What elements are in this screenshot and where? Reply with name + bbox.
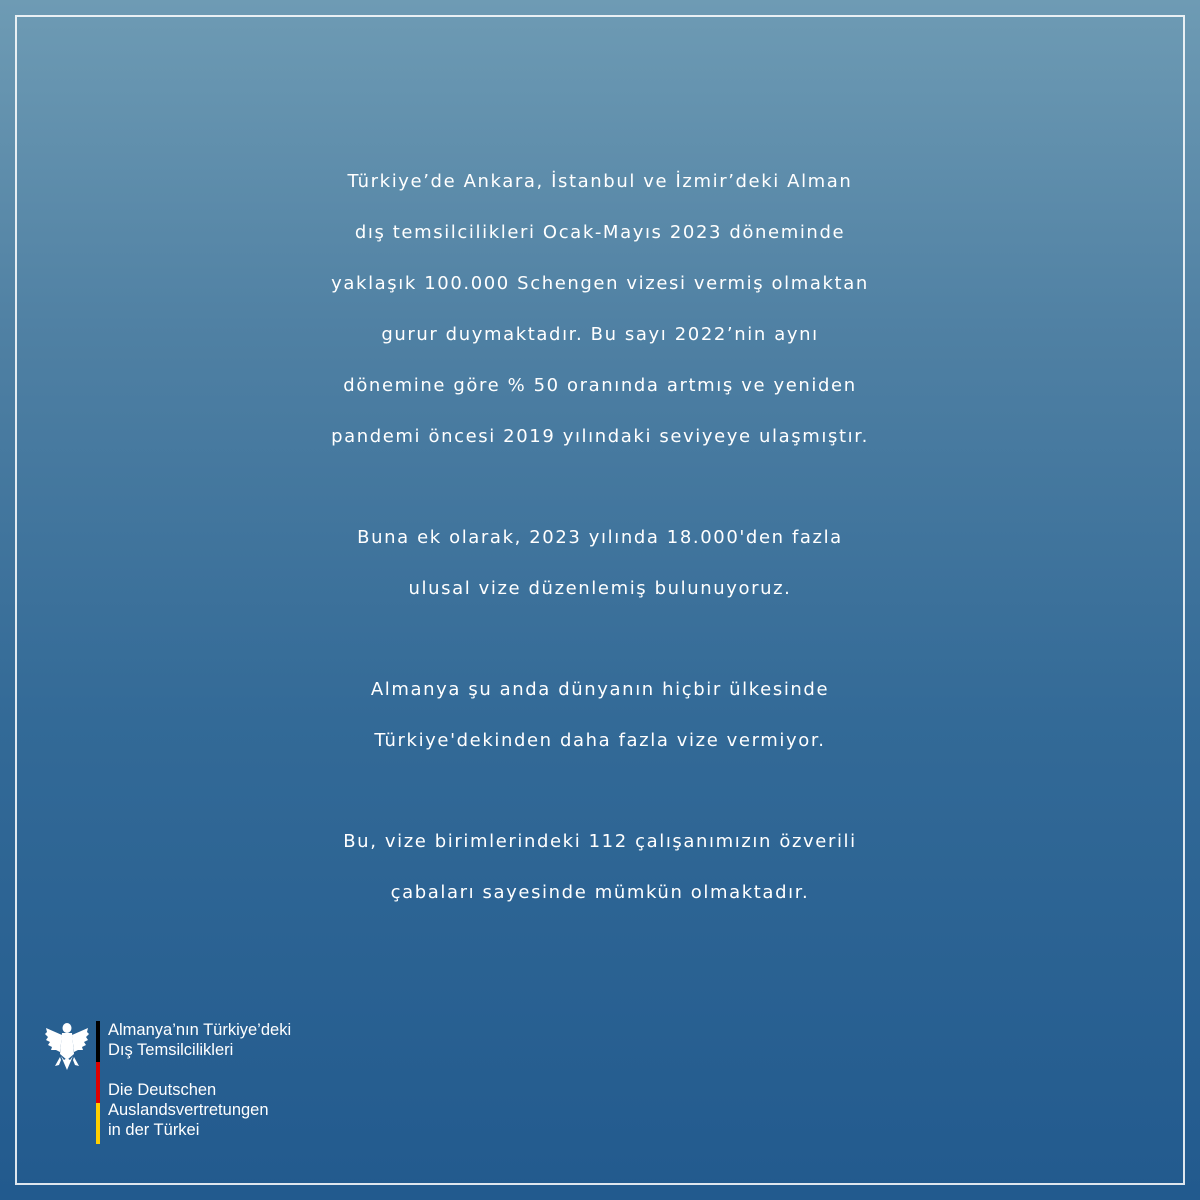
text-line: dış temsilcilikleri Ocak-Mayıs 2023 döneminde (354, 222, 846, 243)
org-name-turkish (108, 1020, 291, 1060)
text-line: Buna ek olarak, 2023 yılında 18.000'den fazla (357, 527, 843, 548)
text-line: dönemine göre % 50 oranında artmış ve yeniden (343, 375, 857, 396)
paragraph-3 (40, 664, 1160, 766)
text-line: yaklaşık 100.000 Schengen vizesi vermiş olmaktan (331, 273, 869, 294)
text-line: Bu, vize birimlerindeki 112 çalışanımızın özverili (343, 831, 857, 852)
paragraph-2 (40, 512, 1160, 614)
german-flag-bar (96, 1021, 100, 1144)
org-name-line: Almanya’nın Türkiye’deki (108, 1021, 292, 1039)
org-name-german (108, 1080, 269, 1140)
text-line: gurur duymaktadır. Bu sayı 2022’nin aynı (381, 324, 819, 345)
text-line: pandemi öncesi 2019 yılındaki seviyeye ulaşmıştır. (331, 426, 869, 447)
org-name-line: in der Türkei (108, 1121, 200, 1139)
text-line: çabaları sayesinde mümkün olmaktadır. (390, 882, 810, 903)
org-name-line: Die Deutschen (108, 1081, 217, 1099)
text-line: Türkiye'dekinden daha fazla vize vermiyor. (374, 730, 826, 751)
paragraph-1 (40, 156, 1160, 462)
org-name-line: Dış Temsilcilikleri (108, 1041, 234, 1059)
text-line: Almanya şu anda dünyanın hiçbir ülkesinde (370, 679, 830, 700)
federal-eagle-icon (44, 1020, 90, 1072)
footer-logo (44, 1018, 364, 1148)
flag-stripe-black (96, 1021, 100, 1062)
message-text (40, 156, 1160, 968)
org-name-line: Auslandsvertretungen (108, 1101, 269, 1119)
paragraph-4 (40, 816, 1160, 918)
text-line: Türkiye’de Ankara, İstanbul ve İzmir’deki Alman (347, 171, 853, 192)
text-line: ulusal vize düzenlemiş bulunuyoruz. (408, 578, 792, 599)
flag-stripe-gold (96, 1103, 100, 1144)
flag-stripe-red (96, 1062, 100, 1103)
